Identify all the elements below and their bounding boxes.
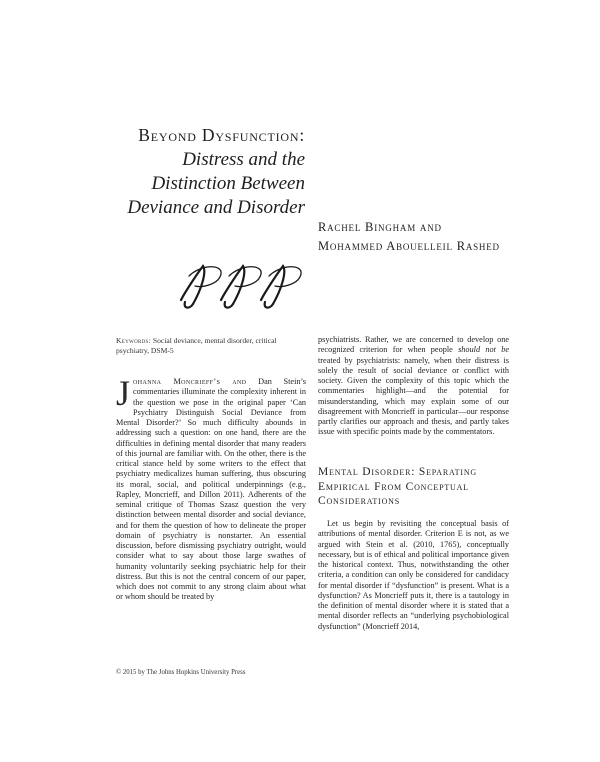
article-title-block [60,122,305,220]
authors [318,218,500,256]
article-title: Beyond Dysfunction: [138,125,305,145]
article-subtitle-line-2: Distinction Between [151,173,305,194]
paragraph-emphasis: should not be [458,345,509,355]
ppp-journal-logo [175,262,305,312]
article-subtitle-line-1: Distress and the [182,149,305,170]
copyright-footer: © 2015 by The Johns Hopkins University Press [116,669,246,676]
paragraph-opening [116,373,306,603]
section-paragraph: Let us begin by revisiting the conceptual basis of attributions of mental disorder. Criterion E is not, as we argued with Stein et al. (2010, 1765), conceptually necessary, but is of ethical and political importance given the historical context. Thus, notwithstanding the other criteria, a condition can only be considered for candidacy for mental disorder if “dysfunction” is present. What is a dysfunction? As Moncrieff puts it, there is a tautology in the definition of mental disorder where it is stated that a mental disorder reflects an “underlying psychobiological dysfunction” (Moncrieff 2014, [318,519,509,631]
author-line-2: Mohammed Abouelleil Rashed [318,239,500,253]
article-subtitle-line-3: Deviance and Disorder [127,197,305,218]
author-line-1: Rachel Bingham and [318,220,442,234]
opening-paragraph-text: Dan Stein’s commentaries illuminate the complexity inherent in the question we pose in the original paper ‘Can Psychiatry Distinguish Social Deviance from Mental Disorder?’ So much difficulty abounds in addressing such a question: on one hand, there are the difficulties in defining mental disorder that many readers of this journal are familiar with. On the other, there is the critical stance held by some writers to the effect that psychiatry medicalizes human suffering, thus obscuring its moral, social, and political underpinnings (e.g., Rapley, Moncrieff, and Dillon 2011). Adherents of the seminal critique of Thomas Szasz question the very distinction between mental disorder and social deviance, and for them the question of how to delineate the proper domain of psychiatry is nonstarter. An essential discussion, before dismissing psychiatry outright, would consider what to say about those large swathes of humanity voluntarily seeking psychiatric help for their distress. But this is not the central concern of our paper, which does not commit to any strong claim about what or whom should be treated by [116,377,306,602]
paragraph-continued [318,335,509,438]
section-body [318,519,509,632]
body-column-right [318,335,509,438]
keywords [116,336,306,356]
drop-cap: J [116,373,131,413]
section-heading: Mental Disorder: Separating Empirical From Conceptual Considerations [318,466,477,507]
paragraph-text: treated by psychiatrists: namely, when their distress is solely the result of social deviance or conflict with society. Given the complexity of this topic which the commentaries highlight—and the potential for misunderstanding, which may explain some of our disagreement with Moncrieff in particular—our response partly clarifies our approach and thesis, and partly takes issue with specific points made by the commentators. [318,355,509,437]
body-column-left [116,373,306,603]
keywords-text: Social deviance, mental disorder, critical psychiatry, DSM-5 [116,336,277,355]
keywords-label: Keywords: [116,336,152,345]
opening-smallcaps: ohanna Moncrieff’s and [133,377,247,386]
paragraph-text: psychiatrists. Rather, we are concerned to develop one recognized criterion for when people [318,335,509,355]
